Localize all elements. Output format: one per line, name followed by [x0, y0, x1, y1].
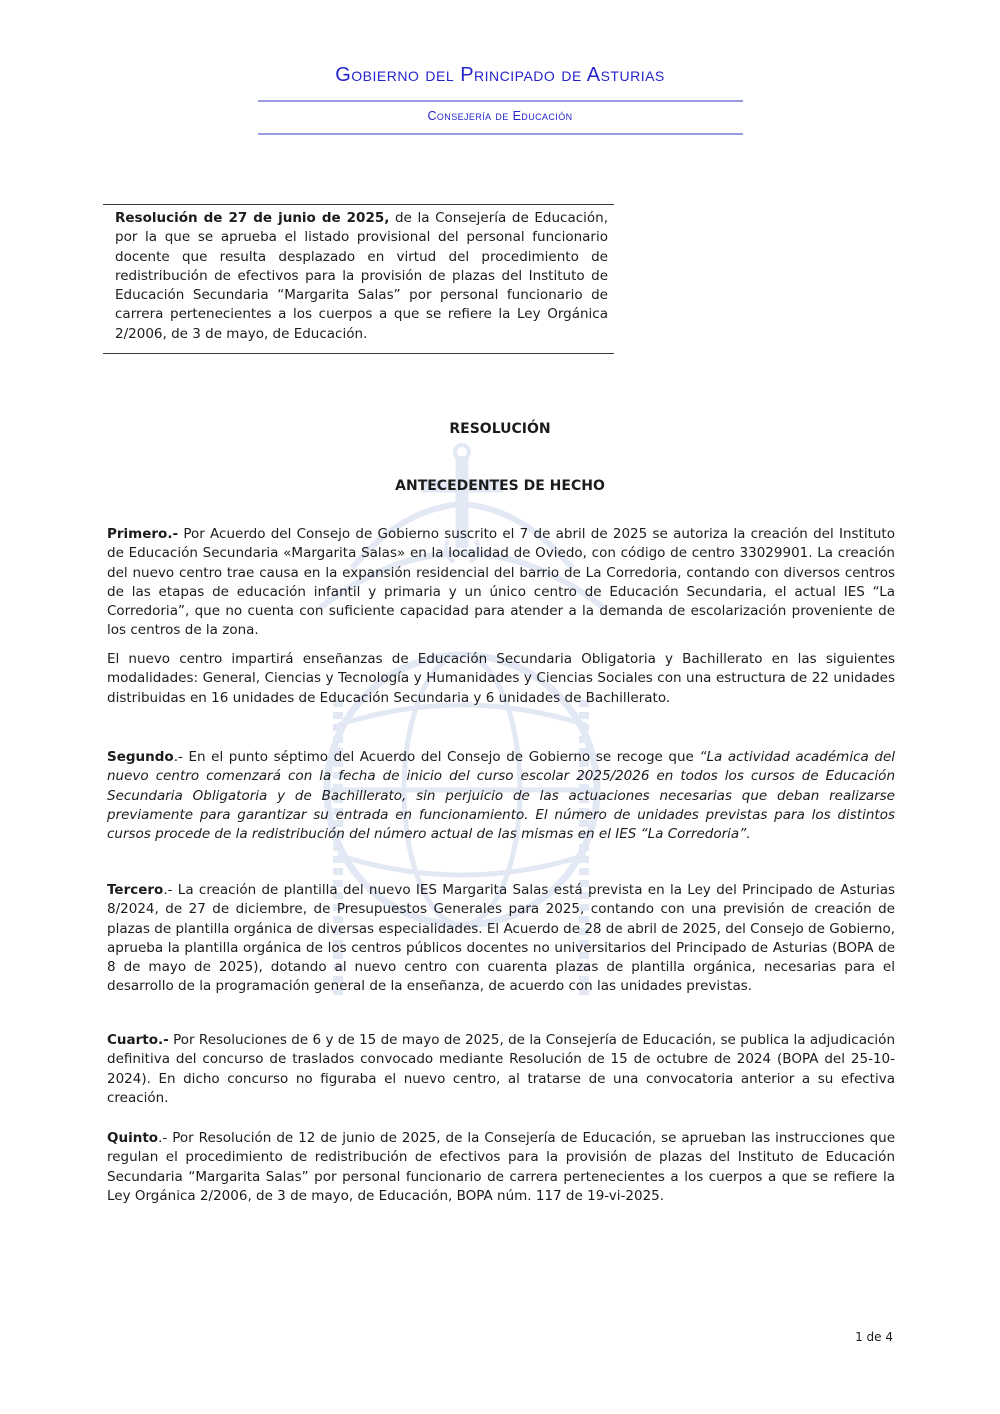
- paragraph-segundo-body: .- En el punto séptimo del Acuerdo del Consejo de Gobierno se recoge que: [173, 749, 700, 765]
- page-number-indicator: 1 de 4: [855, 1330, 893, 1344]
- paragraph-primero: [107, 525, 895, 641]
- paragraph-tercero-body: .- La creación de plantilla del nuevo IES Margarita Salas está prevista en la Ley del Principado de Asturias 8/2024, de 27 de diciembre, de Presupuestos Generales para 2025, contando con una previsión de creación de plazas de plantilla orgánica de diversas especialidades. El Acuerdo de 28 de abril de 2025, del Consejo de Gobierno, aprueba la plantilla orgánica de los centros públicos docentes no universitarios del Principado de Asturias (BOPA de 8 de mayo de 2025), dotando al nuevo centro con cuarenta plazas de plantilla orgánica, necesarias para el desarrollo de la programación general de la enseñanza, de acuerdo con las unidades previstas.: [107, 882, 895, 995]
- resolution-summary-body: de la Consejería de Educación, por la que se aprueba el listado provisional del personal funcionario docente que resulta desplazado en virtud del procedimiento de redistribución de efectivos para la provisión de plazas del Instituto de Educación Secundaria “Margarita Salas” por personal funcionario de carrera pertenecientes a los cuerpos a que se refiere la Ley Orgánica 2/2006, de 3 de mayo, de Educación.: [115, 210, 608, 342]
- paragraph-quinto: [107, 1129, 895, 1206]
- paragraph-segundo-quote: “La actividad académica del nuevo centro comenzará con la fecha de inicio del curso escolar 2025/2026 en todos los cursos de Educación Secundaria Obligatoria y de Bachillerato, sin perjuicio de las actuaciones necesarias que deban realizarse previamente para garantizar su entrada en funcionamiento. El número de unidades previstas para los distintos cursos procede de la redistribución del número actual de las mismas en el IES “La Corredoria”.: [107, 749, 896, 843]
- paragraph-tercero-lead: Tercero: [107, 882, 164, 898]
- paragraph-cuarto-lead: Cuarto.-: [107, 1032, 169, 1048]
- paragraph-nuevo-centro: [107, 650, 895, 708]
- paragraph-segundo: [107, 748, 895, 844]
- government-title: Gobierno del Principado de Asturias: [335, 64, 665, 86]
- paragraph-cuarto: [107, 1031, 895, 1108]
- resolution-summary-text: [115, 209, 608, 344]
- resolution-summary-box: [103, 204, 614, 354]
- paragraph-cuarto-body: Por Resoluciones de 6 y de 15 de mayo de 2025, de la Consejería de Educación, se publica la adjudicación definitiva del concurso de traslados convocado mediante Resolución de 15 de octubre de 2024 (BOPA del 25-10-2024). En dicho concurso no figuraba el nuevo centro, al tratarse de una convocatoria anterior a su efectiva creación.: [107, 1032, 895, 1106]
- paragraph-tercero: [107, 881, 895, 997]
- department-title: Consejería de Educación: [427, 109, 573, 123]
- heading-resolucion: RESOLUCIÓN: [449, 421, 551, 437]
- paragraph-quinto-lead: Quinto: [107, 1130, 159, 1146]
- paragraph-nuevo-centro-body: El nuevo centro impartirá enseñanzas de Educación Secundaria Obligatoria y Bachillerato en las siguientes modalidades: General, Ciencias y Tecnología y Humanidades y Ciencias Sociales con una estructura de 22 unidades distribuidas en 16 unidades de Educación Secundaria y 6 unidades de Bachillerato.: [107, 651, 895, 706]
- paragraph-primero-body: Por Acuerdo del Consejo de Gobierno suscrito el 7 de abril de 2025 se autoriza la creación del Instituto de Educación Secundaria «Margarita Salas» en la localidad de Oviedo, con código de centro 33029901. La creación del nuevo centro trae causa en la expansión residencial del barrio de La Corredoria, contando con diversos centros de las etapas de educación infantil y primaria y un único centro de Educación Secundaria, el actual IES “La Corredoria”, que no cuenta con suficiente capacidad para atender a la demanda de escolarización proveniente de los centros de la zona.: [107, 526, 895, 639]
- header-divider-top: [258, 100, 743, 102]
- paragraph-segundo-lead: Segundo: [107, 749, 174, 765]
- paragraph-quinto-body: .- Por Resolución de 12 de junio de 2025, de la Consejería de Educación, se aprueban las instrucciones que regulan el procedimiento de redistribución de efectivos para la provisión de plazas del Instituto de Educación Secundaria “Margarita Salas” por personal funcionario de carrera pertenecientes a los cuerpos a que se refiere la Ley Orgánica 2/2006, de 3 de mayo, de Educación, BOPA núm. 117 de 19-vi-2025.: [107, 1130, 895, 1204]
- resolution-summary-lead: Resolución de 27 de junio de 2025,: [115, 210, 390, 226]
- header-divider-bottom: [258, 133, 743, 135]
- paragraph-primero-lead: Primero.-: [107, 526, 179, 542]
- heading-antecedentes: ANTECEDENTES DE HECHO: [395, 478, 605, 494]
